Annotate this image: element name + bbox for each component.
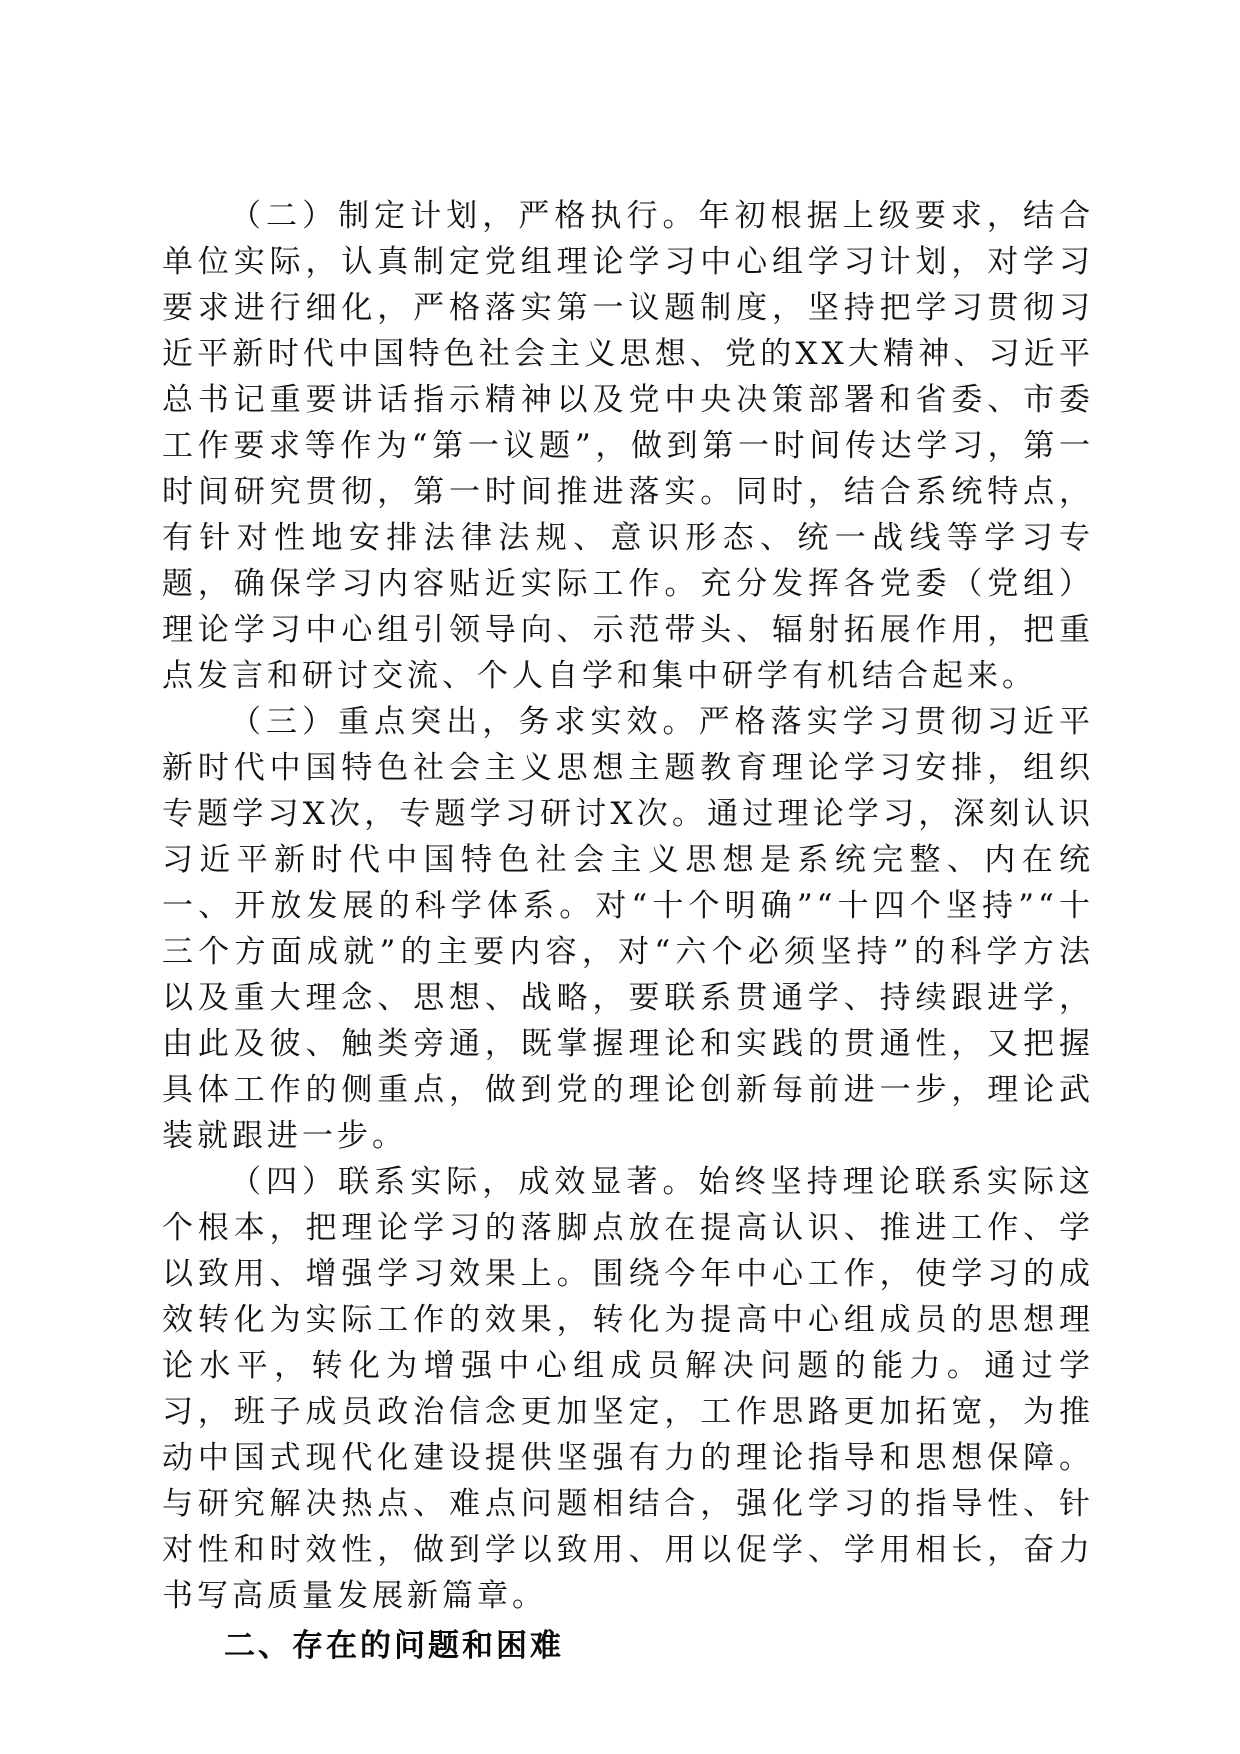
- paragraph-key-focus: （三）重点突出，务求实效。严格落实学习贯彻习近平新时代中国特色社会主义思想主题教育理论学习安排，组织专题学习X次，专题学习研讨X次。通过理论学习，深刻认识习近平新时代中国特色社会主义思想是系统完整、内在统一、开放发展的科学体系。对“十个明确”“十四个坚持”“十三个方面成就”的主要内容，对“六个必须坚持”的科学方法以及重大理念、思想、战略，要联系贯通学、持续跟进学，由此及彼、触类旁通，既掌握理论和实践的贯通性，又把握具体工作的侧重点，做到党的理论创新每前进一步，理论武装就跟进一步。: [162, 704, 1094, 1154]
- section-heading-problems: 二、存在的问题和困难: [224, 1628, 564, 1664]
- paragraph-practical-results: （四）联系实际，成效显著。始终坚持理论联系实际这个根本，把理论学习的落脚点放在提高认识、推进工作、学以致用、增强学习效果上。围绕今年中心工作，使学习的成效转化为实际工作的效果，转化为提高中心组成员的思想理论水平，转化为增强中心组成员解决问题的能力。通过学习，班子成员政治信念更加坚定，工作思路更加拓宽，为推动中国式现代化建设提供坚强有力的理论指导和思想保障。与研究解决热点、难点问题相结合，强化学习的指导性、针对性和时效性，做到学以致用、用以促学、学用相长，奋力书写高质量发展新篇章。: [162, 1164, 1094, 1614]
- document-body: [162, 193, 1094, 1669]
- paragraph-plan-execution: （二）制定计划，严格执行。年初根据上级要求，结合单位实际，认真制定党组理论学习中心组学习计划，对学习要求进行细化，严格落实第一议题制度，坚持把学习贯彻习近平新时代中国特色社会主义思想、党的XX大精神、习近平总书记重要讲话指示精神以及党中央决策部署和省委、市委工作要求等作为“第一议题”，做到第一时间传达学习，第一时间研究贯彻，第一时间推进落实。同时，结合系统特点，有针对性地安排法律法规、意识形态、统一战线等学习专题，确保学习内容贴近实际工作。充分发挥各党委（党组）理论学习中心组引领导向、示范带头、辐射拓展作用，把重点发言和研讨交流、个人自学和集中研学有机结合起来。: [162, 198, 1094, 694]
